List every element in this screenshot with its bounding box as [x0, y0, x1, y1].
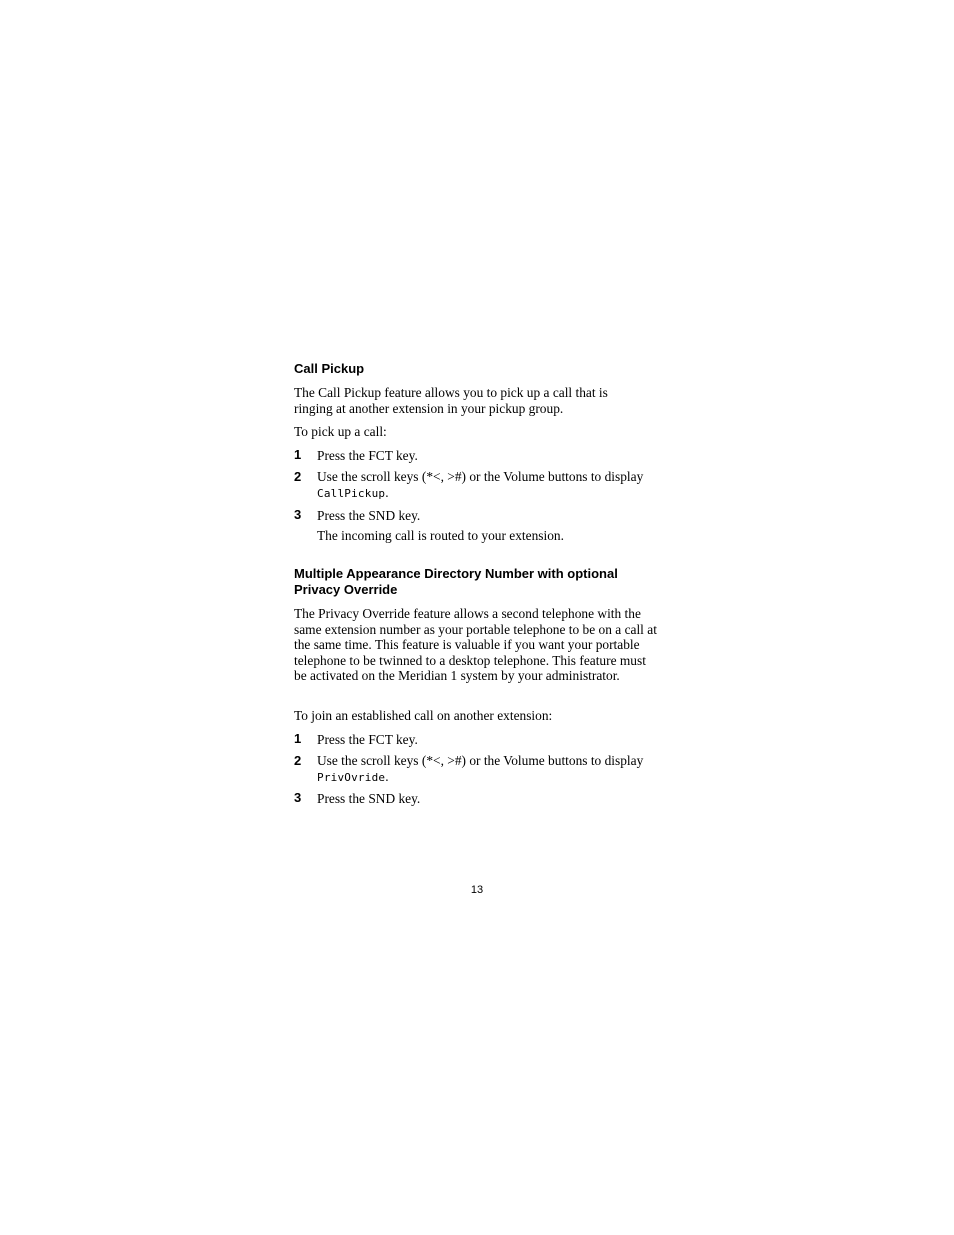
privacy-override-step-3	[294, 790, 660, 808]
step-text: Use the scroll keys (*<, >#) or the Volume buttons to display	[317, 753, 644, 768]
call-pickup-lead: To pick up a call:	[294, 424, 387, 439]
call-pickup-result: The incoming call is routed to your extension.	[317, 528, 564, 543]
section-heading-privacy-override: Multiple Appearance Directory Number with optional Privacy Override	[294, 566, 618, 597]
step-number: 1	[294, 731, 302, 746]
display-text-privovride: PrivOvride	[317, 770, 386, 784]
step-text: Press the FCT key.	[317, 448, 418, 463]
section-heading-call-pickup: Call Pickup	[294, 361, 365, 376]
privacy-override-step-1	[294, 731, 660, 749]
step-text: Use the scroll keys (*<, >#) or the Volume buttons to display	[317, 469, 644, 484]
privacy-override-intro: The Privacy Override feature allows a second telephone with the same extension number as your portable telephone to be on a call at the same time. This feature is valuable if you want your portable telephone to be twinned to a desktop telephone. This feature must be activated on the Meridian 1 system by your administrator.	[294, 606, 657, 684]
privacy-override-lead: To join an established call on another extension:	[294, 708, 553, 723]
step-text: Press the SND key.	[317, 791, 421, 806]
step-suffix: .	[385, 484, 389, 500]
step-text: Press the SND key.	[317, 508, 421, 523]
privacy-override-step-2	[294, 753, 660, 785]
step-number: 3	[294, 507, 302, 522]
call-pickup-intro: The Call Pickup feature allows you to pick up a call that is ringing at another extension in your pickup group.	[294, 385, 608, 416]
page-number: 13	[470, 884, 484, 896]
step-number: 2	[294, 469, 302, 484]
step-number: 2	[294, 753, 302, 768]
step-number: 3	[294, 790, 302, 805]
display-text-callpickup: CallPickup	[317, 486, 386, 500]
step-number: 1	[294, 447, 302, 462]
step-text: Press the FCT key.	[317, 732, 418, 747]
step-suffix: .	[385, 768, 389, 784]
call-pickup-step-3	[294, 507, 660, 525]
call-pickup-step-2	[294, 469, 660, 501]
call-pickup-step-1	[294, 447, 660, 465]
